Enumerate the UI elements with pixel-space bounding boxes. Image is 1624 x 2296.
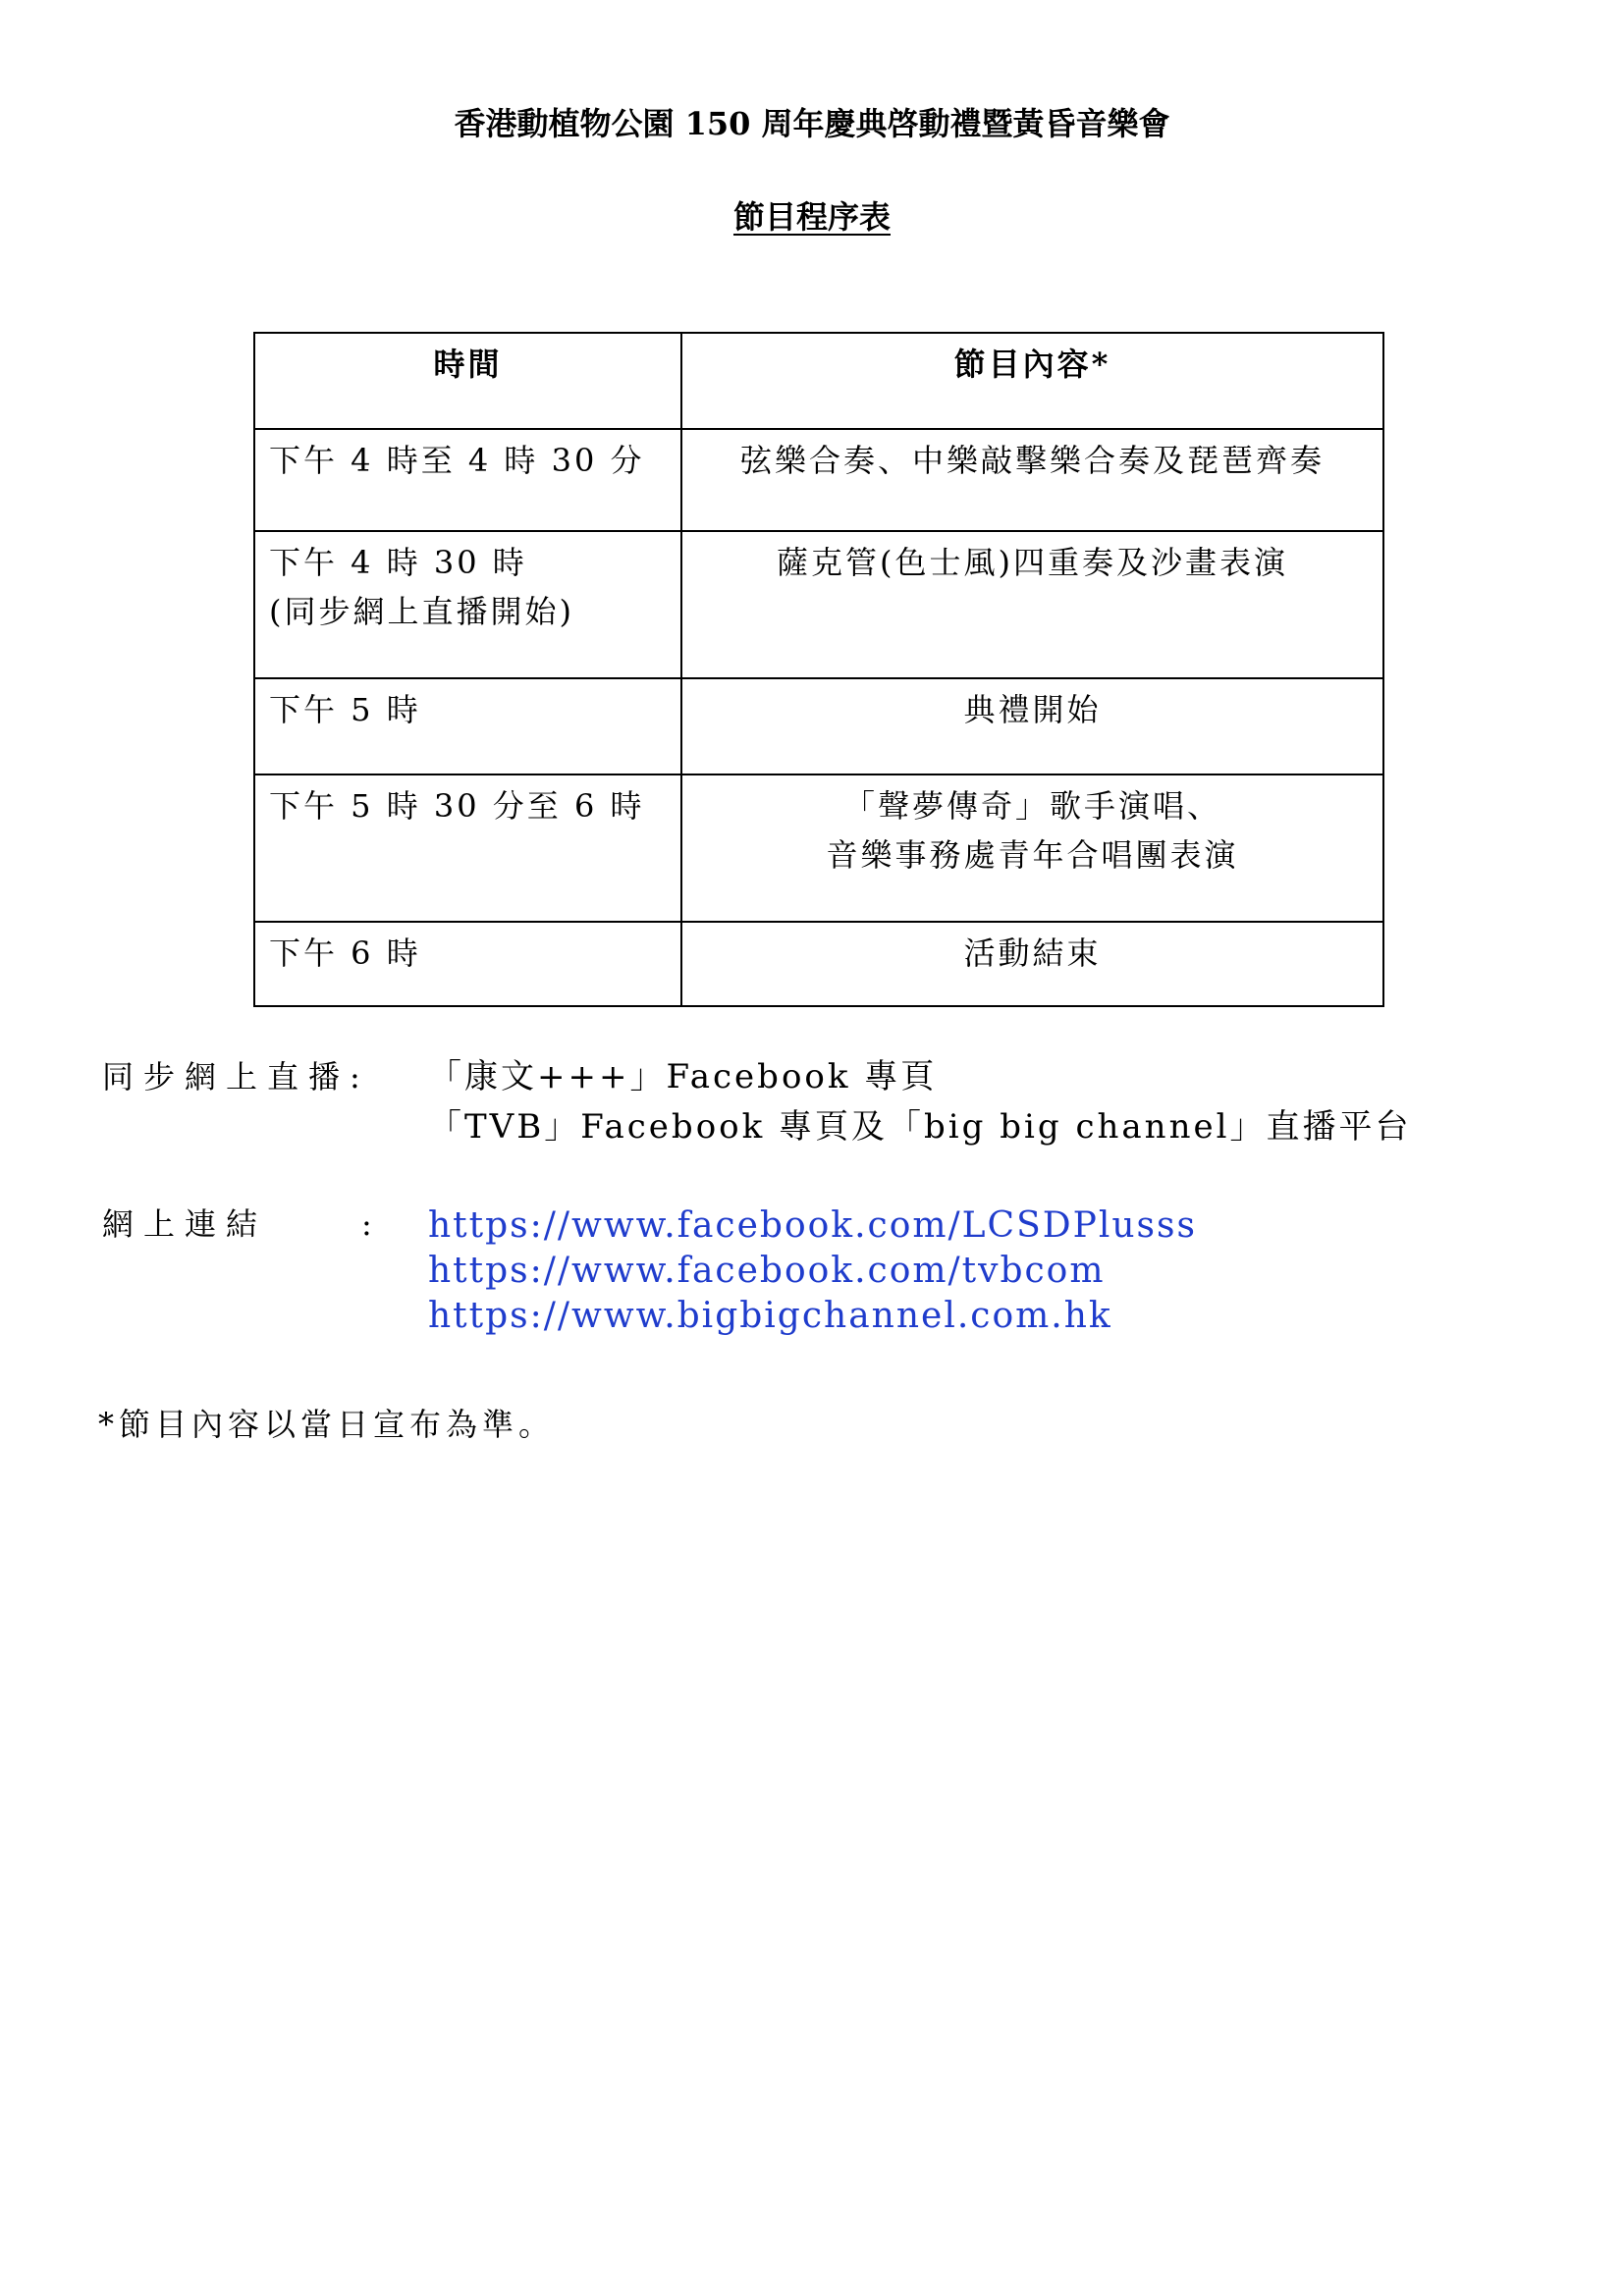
time-line: 下午 4 時至 4 時 30 分: [269, 442, 645, 479]
time-cell: [254, 429, 681, 531]
content-line: 弦樂合奏、中樂敲擊樂合奏及琵琶齊奏: [739, 442, 1325, 479]
content-line: 「聲夢傳奇」歌手演唱、: [842, 787, 1221, 825]
subtitle-text: 節目程序表: [732, 198, 891, 236]
table-row: [254, 678, 1383, 774]
links-colon: :: [361, 1205, 372, 1243]
schedule-table: [253, 332, 1384, 1007]
header-time: 時間: [254, 333, 681, 429]
table-row: [254, 429, 1383, 531]
livestream-label: 同步網上直播:: [102, 1058, 370, 1095]
document-subtitle: [0, 195, 1624, 239]
facebook-lcsd-link[interactable]: https://www.facebook.com/LCSDPlusss: [428, 1205, 1197, 1246]
table-row: [254, 774, 1383, 922]
time-line: 下午 6 時: [269, 934, 421, 972]
time-cell: [254, 774, 681, 922]
content-cell: [681, 774, 1383, 922]
time-line: 下午 4 時 30 時: [269, 544, 527, 581]
time-line: 下午 5 時: [269, 691, 421, 728]
header-content: 節目內容*: [681, 333, 1383, 429]
content-cell: [681, 531, 1383, 678]
content-line: 薩克管(色士風)四重奏及沙畫表演: [777, 544, 1288, 581]
links-label: 網上連結: [102, 1205, 268, 1243]
livestream-line: 「TVB」Facebook 專頁及「big big channel」直播平台: [428, 1107, 1412, 1147]
bigbigchannel-link[interactable]: https://www.bigbigchannel.com.hk: [428, 1296, 1112, 1336]
footnote: *節目內容以當日宣布為準。: [98, 1406, 556, 1443]
time-line: 下午 5 時 30 分至 6 時: [269, 787, 645, 825]
content-cell: [681, 429, 1383, 531]
facebook-tvb-link[interactable]: https://www.facebook.com/tvbcom: [428, 1251, 1106, 1291]
content-line: 典禮開始: [963, 691, 1102, 728]
table-row: [254, 922, 1383, 1006]
time-cell: [254, 678, 681, 774]
time-cell: [254, 922, 681, 1006]
time-cell: [254, 531, 681, 678]
schedule-header-row: [254, 333, 1383, 429]
content-line: 音樂事務處青年合唱團表演: [826, 836, 1239, 874]
content-cell: [681, 922, 1383, 1006]
content-cell: [681, 678, 1383, 774]
content-line: 活動結束: [963, 934, 1102, 972]
table-row: [254, 531, 1383, 678]
time-line: (同步網上直播開始): [269, 593, 574, 630]
document-title: 香港動植物公園 150 周年慶典啓動禮暨黃昏音樂會: [454, 105, 1170, 142]
livestream-line: 「康文+++」Facebook 專頁: [428, 1057, 938, 1096]
